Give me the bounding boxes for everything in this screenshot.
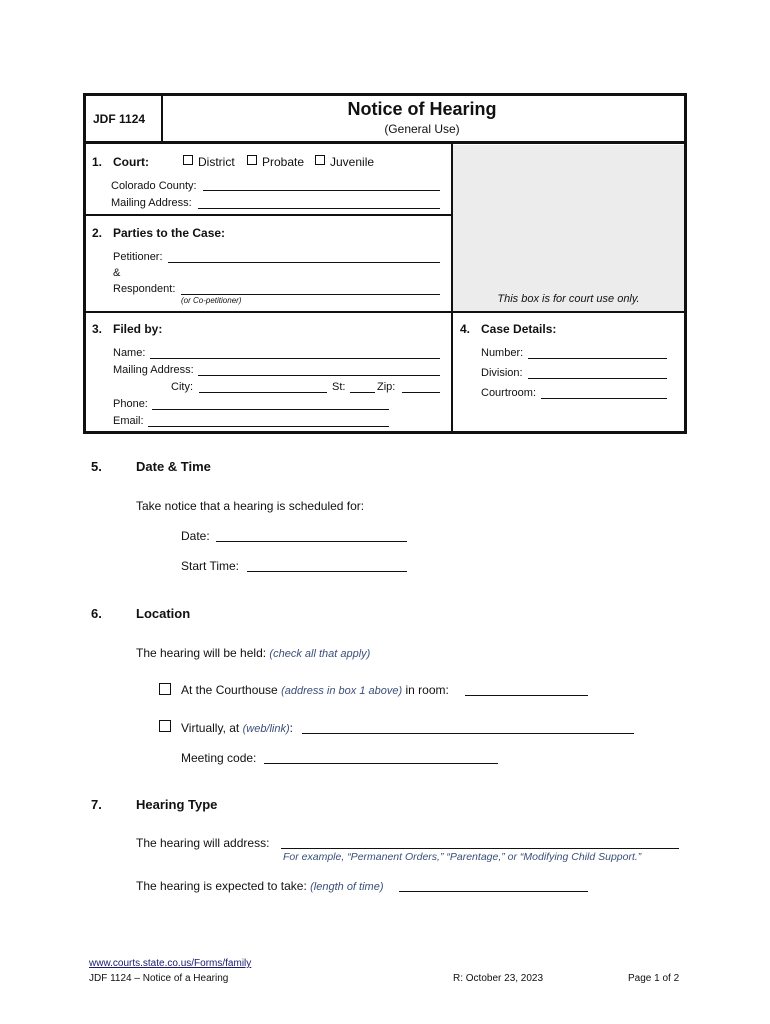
division-label: Division: — [481, 367, 523, 379]
section4-label: Case Details: — [481, 322, 557, 336]
section6-intro-hint: (check all that apply) — [269, 648, 371, 660]
state-field[interactable] — [350, 392, 375, 393]
email-field[interactable] — [148, 426, 389, 427]
ampersand: & — [113, 267, 121, 279]
district-label: District — [198, 155, 235, 169]
section5-heading: Date & Time — [136, 459, 211, 474]
start-time-label: Start Time: — [181, 559, 240, 573]
section1-number: 1. — [92, 155, 103, 169]
respondent-label: Respondent: — [113, 283, 176, 295]
courthouse-label: At the Courthouse — [181, 683, 278, 697]
meeting-code-field[interactable] — [264, 763, 498, 764]
room-field[interactable] — [465, 695, 588, 696]
county-field[interactable] — [203, 190, 440, 191]
courthouse-hint: (address in box 1 above) — [281, 685, 403, 697]
petitioner-label: Petitioner: — [113, 251, 163, 263]
case-number-label: Number: — [481, 347, 524, 359]
state-label: St: — [332, 381, 346, 393]
section7-number: 7. — [91, 797, 102, 812]
section2-label: Parties to the Case: — [113, 226, 226, 240]
respondent-hint: (or Co-petitioner) — [181, 296, 242, 305]
case-number-field[interactable] — [528, 358, 667, 359]
courthouse-room-label: in room: — [405, 683, 449, 697]
probate-label: Probate — [262, 155, 305, 169]
address-example: For example, “Permanent Orders,” “Parentage,” or “Modifying Child Support.” — [283, 851, 642, 863]
filer-name-label: Name: — [113, 347, 146, 359]
page-title: Notice of Hearing — [347, 99, 497, 119]
footer-url-link[interactable]: www.courts.state.co.us/Forms/family — [89, 958, 252, 969]
section6-intro-line — [136, 646, 370, 660]
court-use-note: This box is for court use only. — [497, 293, 640, 305]
virtual-checkbox[interactable] — [159, 720, 171, 732]
city-field[interactable] — [199, 392, 327, 393]
date-label: Date: — [181, 529, 210, 543]
form-id: JDF 1124 — [93, 112, 146, 126]
email-label: Email: — [113, 415, 144, 427]
duration-label: The hearing is expected to take: — [136, 879, 307, 893]
footer-form-name: JDF 1124 – Notice of a Hearing — [89, 973, 229, 984]
duration-field[interactable] — [399, 891, 588, 892]
zip-label: Zip: — [377, 381, 396, 393]
footer-page-number: Page 1 of 2 — [628, 973, 680, 984]
filer-mailing-field[interactable] — [198, 375, 440, 376]
weblink-field[interactable] — [302, 733, 634, 734]
divider-2-3 — [84, 311, 685, 313]
city-label: City: — [171, 381, 193, 393]
courthouse-option — [181, 683, 449, 697]
grid-vertical-divider — [451, 144, 453, 433]
section6-intro: The hearing will be held: — [136, 646, 267, 660]
virtual-colon: : — [289, 721, 294, 735]
section5-intro: Take notice that a hearing is scheduled for: — [136, 499, 365, 513]
filer-mailing-label: Mailing Address: — [113, 364, 194, 376]
juvenile-checkbox[interactable] — [315, 155, 325, 165]
date-field[interactable] — [216, 541, 407, 542]
page-subtitle: (General Use) — [384, 122, 460, 136]
probate-checkbox[interactable] — [247, 155, 257, 165]
juvenile-label: Juvenile — [330, 155, 375, 169]
court-mailing-field[interactable] — [198, 208, 440, 209]
division-field[interactable] — [528, 378, 667, 379]
court-use-box — [453, 145, 684, 312]
phone-field[interactable] — [152, 409, 389, 410]
section6-heading: Location — [136, 606, 191, 621]
section5-number: 5. — [91, 459, 102, 474]
duration-line — [136, 879, 384, 893]
virtual-option — [181, 721, 293, 735]
virtual-label: Virtually, at — [181, 721, 240, 735]
address-field[interactable] — [281, 848, 679, 849]
filer-name-field[interactable] — [150, 358, 440, 359]
section6-number: 6. — [91, 606, 102, 621]
zip-field[interactable] — [402, 392, 440, 393]
address-label: The hearing will address: — [136, 836, 270, 850]
footer-revision: R: October 23, 2023 — [453, 973, 544, 984]
county-label: Colorado County: — [111, 180, 197, 192]
courtroom-field[interactable] — [541, 398, 667, 399]
petitioner-field[interactable] — [168, 262, 440, 263]
section3-label: Filed by: — [113, 322, 163, 336]
phone-label: Phone: — [113, 398, 148, 410]
meeting-code-label: Meeting code: — [181, 751, 257, 765]
section1-label: Court: — [113, 155, 149, 169]
duration-hint: (length of time) — [310, 881, 384, 893]
section4-number: 4. — [460, 322, 471, 336]
section2-number: 2. — [92, 226, 103, 240]
section3-number: 3. — [92, 322, 103, 336]
divider-1-2 — [84, 214, 453, 216]
courtroom-label: Courtroom: — [481, 387, 537, 399]
court-mailing-label: Mailing Address: — [111, 197, 192, 209]
district-checkbox[interactable] — [183, 155, 193, 165]
virtual-hint: (web/link) — [242, 723, 290, 735]
section7-heading: Hearing Type — [136, 797, 218, 812]
start-time-field[interactable] — [247, 571, 407, 572]
courthouse-checkbox[interactable] — [159, 683, 171, 695]
respondent-field[interactable] — [181, 294, 440, 295]
